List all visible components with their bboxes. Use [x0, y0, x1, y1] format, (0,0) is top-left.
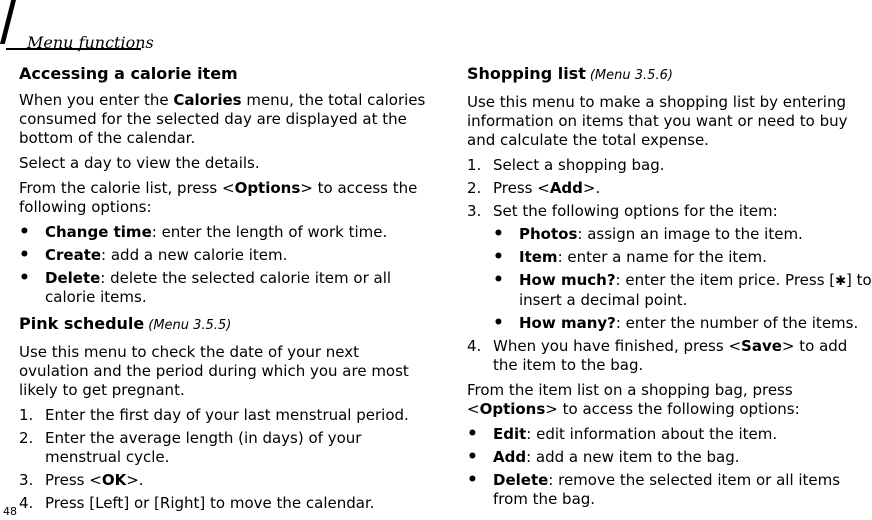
list-item: • Delete: delete the selected calorie item or all calorie items.: [19, 269, 429, 307]
paragraph-pink-schedule-intro: Use this menu to check the date of your next ovulation and the period during which you are most likely to get pregnant.: [19, 343, 409, 399]
list-item: • Change time: enter the length of work time.: [19, 223, 429, 242]
list-item: • Delete: remove the selected item or all items from the bag.: [467, 471, 872, 509]
page-number: 48: [3, 505, 17, 518]
list-item: • How many?: enter the number of the items.: [493, 314, 872, 333]
asterisk-key-icon: ✱: [835, 274, 847, 289]
list-item: 3. Press <OK>.: [19, 471, 144, 489]
paragraph-shopping-intro: Use this menu to make a shopping list by entering information on items that you want or need to buy and calculate the total expense.: [467, 93, 848, 149]
list-item: 3. Set the following options for the item: • Photos: assign an image to the item. • Item: enter a name for the item. • How much?: enter the item price. Press [✱] to insert a decimal point. • How many?: enter the number of the items.: [467, 202, 872, 333]
list-item: • Create: add a new calorie item.: [19, 246, 429, 265]
list-item: 1. Enter the first day of your last menstrual period.: [19, 406, 409, 424]
section-heading-accessing-calorie-item: Accessing a calorie item: [19, 64, 238, 83]
item-options-list: [493, 225, 872, 333]
list-item: 2. Press <Add>.: [467, 179, 601, 197]
paragraph-select-day: Select a day to view the details.: [19, 154, 260, 172]
shopping-options-list: [467, 425, 872, 509]
paragraph-calorie-options: From the calorie list, press <Options> to access the following options:: [19, 179, 418, 216]
section-heading-pink-schedule: Pink schedule (Menu 3.5.5): [19, 314, 232, 333]
section-heading-shopping-list: Shopping list (Menu 3.5.6): [467, 64, 673, 83]
list-item: 4. Press [Left] or [Right] to move the calendar.: [19, 494, 375, 512]
list-item: • Edit: edit information about the item.: [467, 425, 872, 444]
right-column: [467, 63, 872, 515]
list-item: 1. Select a shopping bag.: [467, 156, 665, 174]
list-item: • Add: add a new item to the bag.: [467, 448, 872, 467]
left-column: [19, 63, 429, 519]
pink-schedule-steps: [19, 406, 429, 513]
list-item: • Item: enter a name for the item.: [493, 248, 872, 267]
list-item: • Photos: assign an image to the item.: [493, 225, 872, 244]
list-item: • How much?: enter the item price. Press [✱] to insert a decimal point.: [493, 271, 872, 310]
list-item: 4. When you have finished, press <Save> to add the item to the bag.: [467, 337, 848, 374]
paragraph-calories-intro: When you enter the Calories menu, the total calories consumed for the selected day are displayed at the bottom of the calendar.: [19, 91, 426, 147]
paragraph-shopping-options: From the item list on a shopping bag, press <Options> to access the following options:: [467, 381, 800, 418]
page-header-title: Menu functions: [27, 33, 154, 52]
list-item: 2. Enter the average length (in days) of your menstrual cycle.: [19, 429, 362, 466]
shopping-steps: [467, 156, 872, 375]
calorie-options-list: [19, 223, 429, 307]
header-accent-bar: [0, 0, 16, 44]
